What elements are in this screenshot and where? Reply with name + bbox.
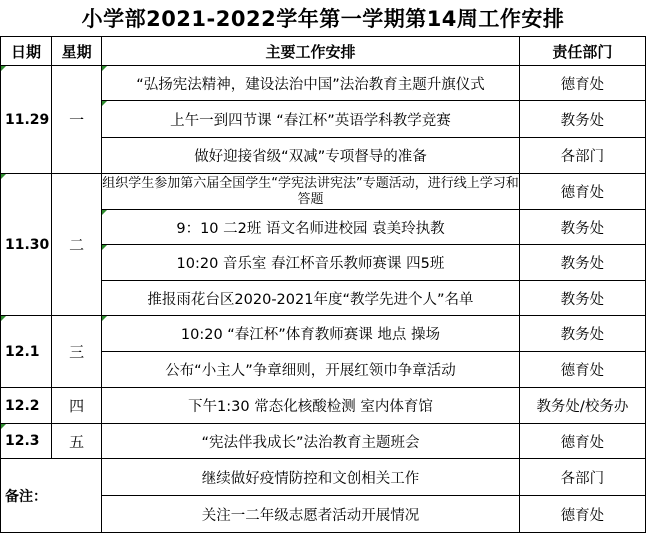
dept-cell: 教务处/校务办 <box>519 388 645 424</box>
weekday-cell: 一 <box>52 66 102 174</box>
date-cell: 12.3 <box>1 424 52 459</box>
dept-cell: 教务处 <box>519 316 645 352</box>
weekday-cell: 二 <box>52 174 102 316</box>
task-cell: “宪法伴我成长”法治教育主题班会 <box>102 424 520 459</box>
task-cell: “弘扬宪法精神，建设法治中国”法治教育主题升旗仪式 <box>102 66 520 101</box>
table-row <box>1 316 646 352</box>
schedule-table <box>0 36 646 533</box>
table-row <box>1 459 646 496</box>
table-row <box>1 66 646 101</box>
dept-cell: 德育处 <box>519 352 645 388</box>
page-title: 小学部2021-2022学年第一学期第14周工作安排 <box>0 0 646 37</box>
table-row <box>1 174 646 210</box>
dept-cell: 教务处 <box>519 210 645 245</box>
dept-cell: 教务处 <box>519 101 645 138</box>
header-task: 主要工作安排 <box>102 37 520 66</box>
header-weekday: 星期 <box>52 37 102 66</box>
table-row <box>1 424 646 459</box>
weekday-cell: 四 <box>52 388 102 424</box>
date-cell: 12.1 <box>1 316 52 388</box>
date-cell: 11.30 <box>1 174 52 316</box>
task-cell: 推报雨花台区2020-2021年度“教学先进个人”名单 <box>102 281 520 316</box>
dept-cell: 教务处 <box>519 245 645 281</box>
weekday-cell: 五 <box>52 424 102 459</box>
task-cell: 10:20 “春江杯”体育教师赛课 地点 操场 <box>102 316 520 352</box>
task-cell: 继续做好疫情防控和文创相关工作 <box>102 459 520 496</box>
dept-cell: 各部门 <box>519 138 645 174</box>
dept-cell: 德育处 <box>519 66 645 101</box>
task-cell: 公布“小主人”争章细则，开展红领巾争章活动 <box>102 352 520 388</box>
dept-cell: 教务处 <box>519 281 645 316</box>
weekday-cell: 三 <box>52 316 102 388</box>
header-row <box>1 37 646 66</box>
date-cell: 12.2 <box>1 388 52 424</box>
notes-label: 备注： <box>1 459 102 533</box>
task-cell: 上午一到四节课 “春江杯”英语学科教学竞赛 <box>102 101 520 138</box>
header-date: 日期 <box>1 37 52 66</box>
task-cell: 组织学生参加第六届全国学生“学宪法讲宪法”专题活动，进行线上学习和答题 <box>102 174 520 210</box>
header-dept: 责任部门 <box>519 37 645 66</box>
task-cell: 10:20 音乐室 春江杯音乐教师赛课 四5班 <box>102 245 520 281</box>
task-cell: 关注一二年级志愿者活动开展情况 <box>102 496 520 533</box>
task-cell: 下午1:30 常态化核酸检测 室内体育馆 <box>102 388 520 424</box>
dept-cell: 各部门 <box>519 459 645 496</box>
date-cell: 11.29 <box>1 66 52 174</box>
task-cell: 9：10 二2班 语文名师进校园 袁美玲执教 <box>102 210 520 245</box>
table-row <box>1 388 646 424</box>
dept-cell: 德育处 <box>519 496 645 533</box>
dept-cell: 德育处 <box>519 174 645 210</box>
dept-cell: 德育处 <box>519 424 645 459</box>
task-cell: 做好迎接省级“双减”专项督导的准备 <box>102 138 520 174</box>
